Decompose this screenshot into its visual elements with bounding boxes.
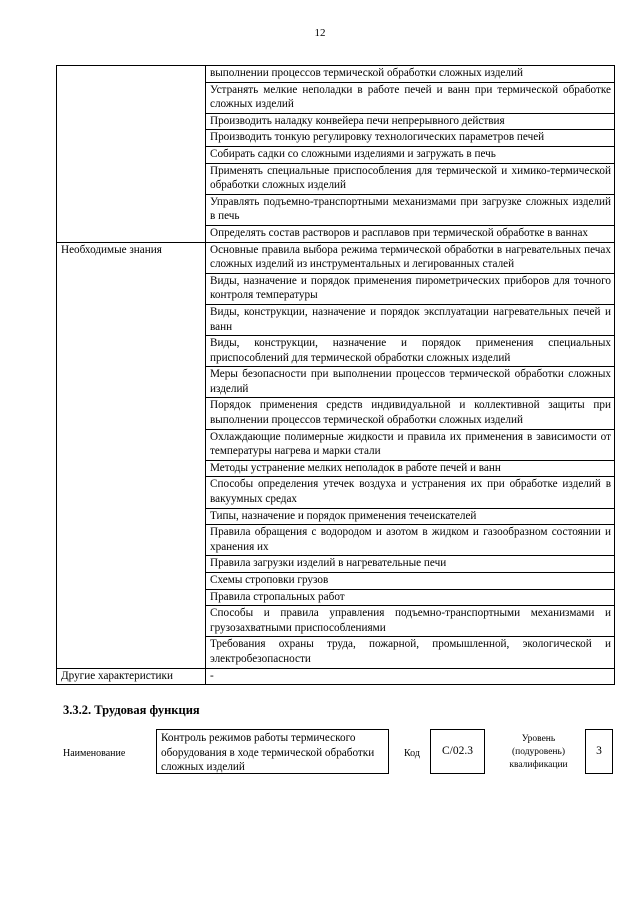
table-cell: Виды, конструкции, назначение и порядок эксплуатации нагревательных печей и ванн xyxy=(206,304,615,335)
table-cell: Методы устранение мелких неполадок в работе печей и ванн xyxy=(206,460,615,477)
table-cell: Основные правила выбора режима термической обработки в нагревательных печах сложных изделий из инструментальных и легированных сталей xyxy=(206,242,615,273)
competency-table xyxy=(56,65,615,685)
table-cell: Устранять мелкие неполадки в работе печей и ванн при термической обработке сложных изделий xyxy=(206,82,615,113)
table-cell: Производить наладку конвейера печи непрерывного действия xyxy=(206,113,615,130)
qualification-level-label: Уровень (подуровень) квалификации xyxy=(509,734,568,770)
row-header xyxy=(57,66,206,243)
table-cell: Меры безопасности при выполнении процессов термической обработки сложных изделий xyxy=(206,367,615,398)
table-cell: Виды, назначение и порядок применения пирометрических приборов для точного контроля температуры xyxy=(206,273,615,304)
table-cell: Схемы строповки грузов xyxy=(206,573,615,590)
table-row xyxy=(57,668,615,685)
section-title: 3.3.2. Трудовая функция xyxy=(63,703,200,717)
page-number: 12 xyxy=(314,27,326,39)
table-cell: Типы, назначение и порядок применения течеискателей xyxy=(206,508,615,525)
table-cell: Правила стропальных работ xyxy=(206,589,615,606)
row-header: Необходимые знания xyxy=(57,242,206,668)
table-cell: Способы определения утечек воздуха и устранения их при обработке изделий в вакуумных средах xyxy=(206,477,615,508)
code-label: Код xyxy=(404,748,420,759)
function-name-box: Контроль режимов работы термического оборудования в ходе термической обработки сложных изделий xyxy=(156,729,389,774)
table-cell: Охлаждающие полимерные жидкости и правила их применения в зависимости от температуры нагрева и марки стали xyxy=(206,429,615,460)
table-cell: Порядок применения средств индивидуальной и коллективной защиты при выполнении процессов термической обработки сложных изделий xyxy=(206,398,615,429)
code-box: C/02.3 xyxy=(430,729,485,774)
qualification-level-box: 3 xyxy=(585,729,613,774)
table-cell: Собирать садки со сложными изделиями и загружать в печь xyxy=(206,146,615,163)
table-cell: Правила обращения с водородом и азотом в жидком и газообразном состоянии и хранения их xyxy=(206,525,615,556)
name-label: Наименование xyxy=(63,748,126,759)
table-cell: выполнении процессов термической обработки сложных изделий xyxy=(206,66,615,83)
table-cell: Определять состав растворов и расплавов при термической обработке в ваннах xyxy=(206,225,615,242)
table-cell: Производить тонкую регулировку технологических параметров печей xyxy=(206,130,615,147)
table-cell: Способы и правила управления подъемно-транспортными механизмами и грузозахватными приспособлениями xyxy=(206,606,615,637)
table-cell: Применять специальные приспособления для термической и химико-термической обработки сложных изделий xyxy=(206,163,615,194)
table-row xyxy=(57,242,615,273)
table-row xyxy=(57,66,615,83)
table-cell: Управлять подъемно-транспортными механизмами при загрузке сложных изделий в печь xyxy=(206,194,615,225)
row-header: Другие характеристики xyxy=(57,668,206,685)
table-cell: - xyxy=(206,668,615,685)
table-cell: Правила загрузки изделий в нагревательные печи xyxy=(206,556,615,573)
table-cell: Требования охраны труда, пожарной, промышленной, экологической и электробезопасности xyxy=(206,637,615,668)
table-cell: Виды, конструкции, назначение и порядок применения специальных приспособлений для термической обработки сложных изделий xyxy=(206,336,615,367)
